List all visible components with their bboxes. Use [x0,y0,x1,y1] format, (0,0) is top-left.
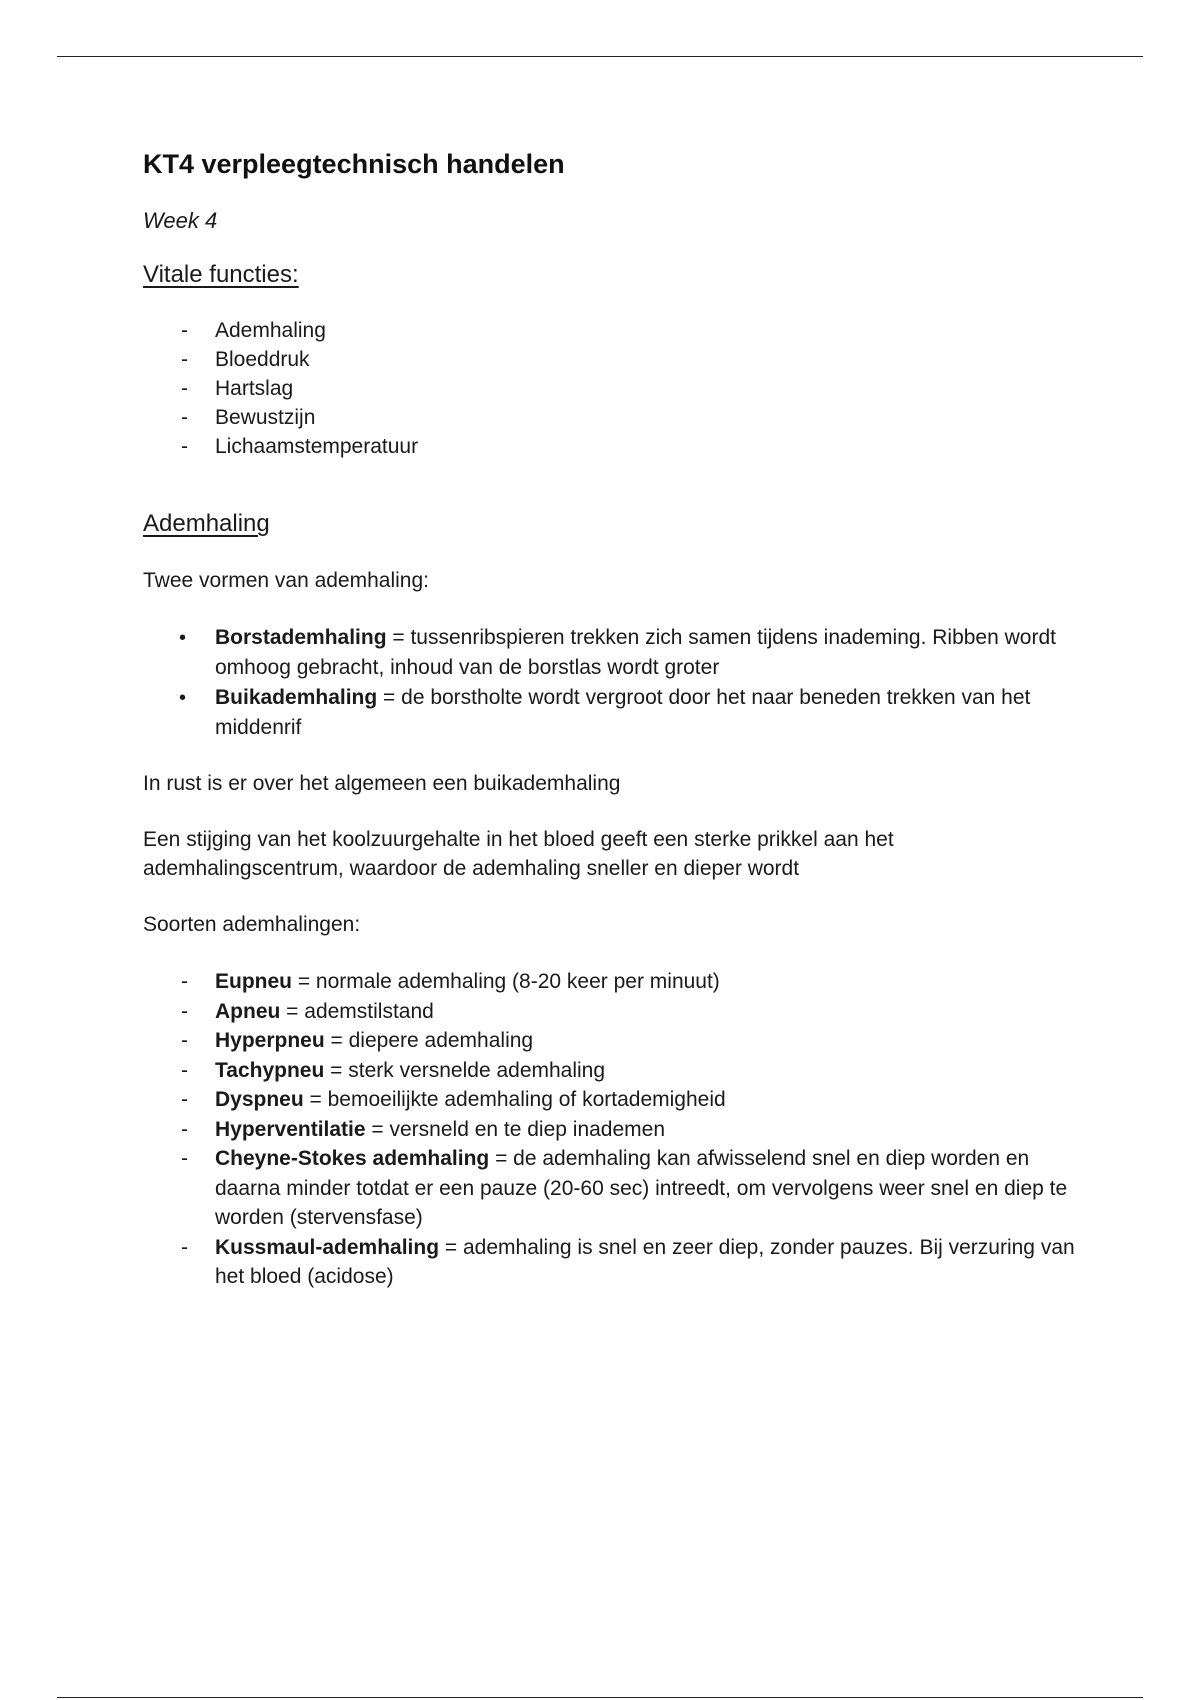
list-item [143,1144,1083,1233]
term: Hyperpneu [215,1029,325,1052]
dash-bullet: - [181,1088,188,1111]
list-item [143,1233,1083,1292]
definition: = tussenribspieren trekken zich samen tijdens inademing. Ribben wordt omhoog gebracht, inhoud van de borstlas wordt groter [215,626,1056,679]
dash-bullet: - [181,1058,188,1082]
list-item [143,1056,1083,1086]
header-rule [57,56,1143,57]
dash-bullet: - [181,999,188,1023]
list-item [143,1085,1083,1115]
dash-bullet: - [181,406,188,429]
term: Apneu [215,999,281,1023]
term: Buikademhaling [215,686,378,709]
dash-bullet: - [181,1029,188,1052]
term: Hyperventilatie [215,1117,366,1141]
list-item [143,967,1083,997]
dash-bullet: - [181,1235,188,1259]
dash-bullet: - [181,377,188,400]
term: Kussmaul-ademhaling [215,1235,440,1259]
definition: = normale ademhaling (8-20 keer per minuut) [292,970,720,993]
dot-bullet: • [179,627,187,649]
ademhaling-heading: Ademhaling [143,510,270,537]
list-item: - Ademhaling [143,316,1083,345]
list-item: - Bloeddruk [143,345,1083,374]
list-item: - Hartslag [143,374,1083,403]
vormen-intro: Twee vormen van ademhaling: [143,569,429,592]
vormen-list [143,623,1083,743]
list-item: - Lichaamstemperatuur [143,432,1083,461]
term: Eupneu [215,970,292,993]
dash-bullet: - [181,1117,188,1141]
vitale-functies-list [143,316,1083,461]
list-item [143,1115,1083,1145]
list-item [143,997,1083,1027]
page-title: KT4 verpleegtechnisch handelen [143,149,565,179]
definition: = diepere ademhaling [324,1029,534,1052]
footer-rule [57,1697,1143,1698]
definition: = bemoeilijkte ademhaling of kortademigheid [303,1088,726,1111]
definition: = versneld en te diep inademen [365,1117,666,1141]
list-item [143,623,1083,683]
term: Dyspneu [215,1088,304,1111]
definition: = ademstilstand [280,999,434,1023]
dash-bullet: - [181,435,188,458]
vitale-functies-heading: Vitale functies: [143,261,299,288]
definition: = de borstholte wordt vergroot door het naar beneden trekken van het middenrif [215,686,1031,739]
term: Borstademhaling [215,626,387,649]
document-body [143,146,1083,1292]
definition: = sterk versnelde ademhaling [324,1058,606,1082]
term: Tachypneu [215,1058,325,1082]
soorten-list [143,967,1083,1292]
dash-bullet: - [181,1147,188,1170]
dash-bullet: - [181,348,188,371]
definition: = de ademhaling kan afwisselend snel en diep worden en daarna minder totdat er een pauze (20-60 sec) intreedt, om vervolgens weer snel en diep te worden (stervensfase) [215,1147,1068,1229]
paragraph-rust: In rust is er over het algemeen een buikademhaling [143,772,621,795]
paragraph-stijging: Een stijging van het koolzuurgehalte in het bloed geeft een sterke prikkel aan het ademhalingscentrum, waardoor de ademhaling sneller en dieper wordt [143,828,894,880]
term: Cheyne-Stokes ademhaling [215,1147,490,1170]
list-item [143,683,1083,743]
list-item [143,1026,1083,1056]
definition: = ademhaling is snel en zeer diep, zonder pauzes. Bij verzuring van het bloed (acidose) [215,1235,1075,1288]
list-item: - Bewustzijn [143,403,1083,432]
soorten-intro: Soorten ademhalingen: [143,913,361,936]
dot-bullet: • [179,687,187,709]
week-label: Week 4 [143,208,218,233]
dash-bullet: - [181,970,188,993]
dash-bullet: - [181,319,188,342]
